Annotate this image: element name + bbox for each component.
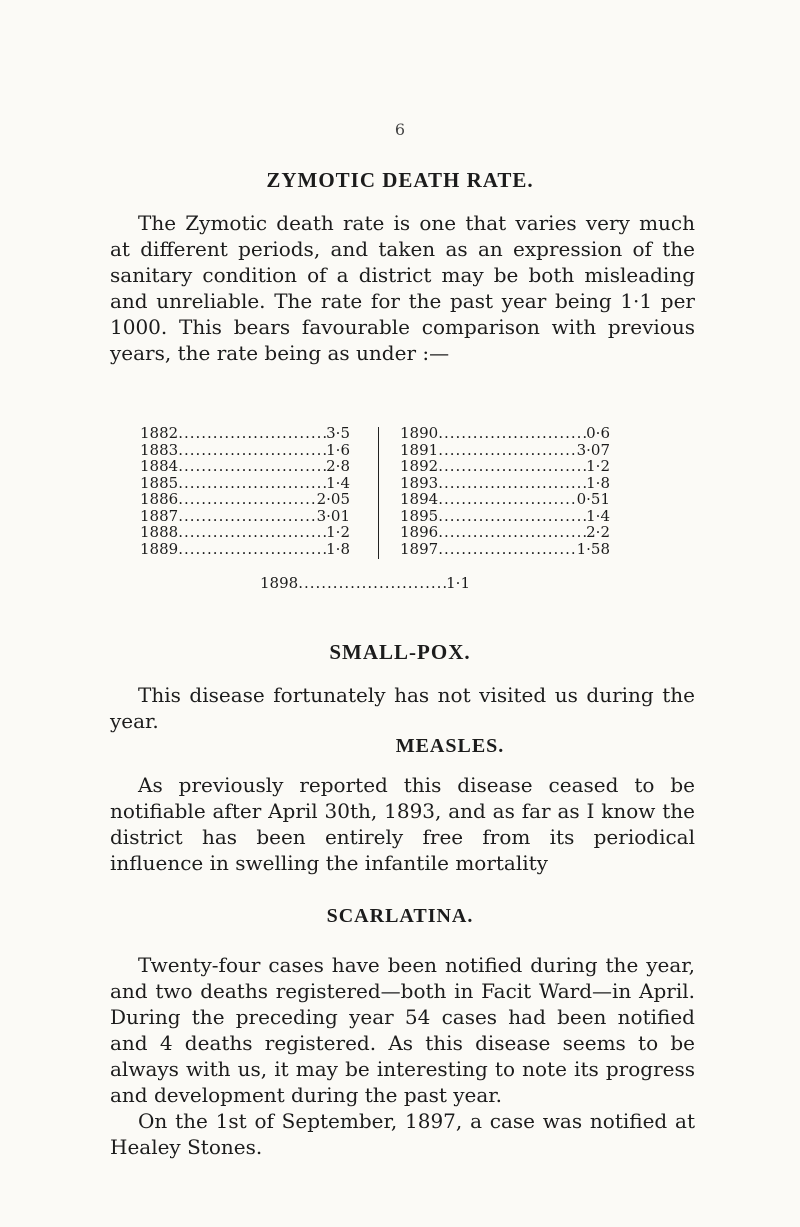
table-year: 1885 (140, 473, 179, 492)
measles-paragraph: As previously reported this disease ceased to be notifiable after April 30th, 1893, and as far as I know the district has been entirely free from its periodical influence in swelling the infantile mortality (110, 773, 695, 875)
table-rate: 3·5 (326, 424, 350, 442)
leader-dots (438, 491, 576, 508)
leader-dots (178, 458, 326, 475)
table-year: 1892 (400, 457, 439, 475)
table-year: 1891 (400, 440, 439, 459)
table-column-right (400, 425, 610, 557)
table-row (400, 508, 610, 525)
table-year: 1883 (140, 440, 179, 459)
table-year: 1896 (400, 523, 439, 541)
table-year: 1889 (140, 539, 179, 558)
leader-dots (438, 425, 586, 442)
table-rate: 1·4 (326, 473, 350, 492)
leader-dots (178, 475, 326, 492)
table-rate: 1·4 (586, 506, 610, 525)
table-year: 1897 (400, 539, 439, 558)
table-rate: 1·58 (576, 539, 610, 558)
measles-heading: MEASLES. (395, 735, 505, 757)
table-rate: 1·8 (586, 473, 610, 492)
table-rate: 0·6 (586, 424, 610, 442)
smallpox-paragraph: This disease fortunately has not visited us during the year. (110, 683, 695, 733)
leader-dots (178, 425, 326, 442)
leader-dots (438, 541, 576, 558)
table-year: 1887 (140, 506, 179, 525)
table-year: 1898 (260, 574, 299, 592)
table-row (400, 475, 610, 492)
table-row (140, 541, 350, 558)
table-rate: 1·6 (326, 440, 350, 459)
leader-dots (298, 574, 446, 592)
table-rate: 2·8 (326, 457, 350, 475)
table-rate: 2·2 (586, 523, 610, 541)
table-year: 1894 (400, 490, 439, 508)
leader-dots (178, 524, 326, 541)
table-row (400, 458, 610, 475)
table-row (140, 508, 350, 525)
leader-dots (178, 491, 316, 508)
table-row (140, 475, 350, 492)
table-row (140, 442, 350, 459)
table-year: 1884 (140, 457, 179, 475)
table-rate: 1·2 (326, 523, 350, 541)
table-rate: 1·2 (586, 457, 610, 475)
table-column-left (140, 425, 350, 557)
table-row-final (260, 574, 470, 592)
table-rate: 1·8 (326, 539, 350, 558)
table-divider (378, 427, 379, 559)
table-row (140, 524, 350, 541)
table-row (140, 458, 350, 475)
table-row (400, 425, 610, 442)
table-row (400, 524, 610, 541)
table-year: 1888 (140, 523, 179, 541)
scarlatina-paragraph: Twenty-four cases have been notified during the year, and two deaths registered—both in Facit Ward—in April. During the preceding year 54 cases had been notified and 4 deaths registered. As this disease seems to be always with us, it may be interesting to note its progress and development during the past year. On the 1st of September, 1897, a case was notified at Healey Stones. (110, 953, 695, 1159)
table-rate: 3·01 (316, 506, 350, 525)
leader-dots (438, 458, 586, 475)
table-year: 1886 (140, 490, 179, 508)
leader-dots (438, 524, 586, 541)
leader-dots (438, 442, 576, 459)
table-row (400, 442, 610, 459)
table-rate: 0·51 (576, 490, 610, 508)
table-year: 1882 (140, 424, 179, 442)
scarlatina-heading: SCARLATINA. (326, 905, 474, 927)
leader-dots (438, 475, 586, 492)
leader-dots (438, 508, 586, 525)
zymotic-paragraph: The Zymotic death rate is one that varies very much at different periods, and taken as an expression of the sanitary condition of a district may be both misleading and unreliable. The rate for the past year being 1·1 per 1000. This bears favourable comparison with previous years, the rate being as under :— (110, 211, 695, 365)
zymotic-rate-table (140, 425, 660, 611)
table-row (400, 491, 610, 508)
table-year: 1895 (400, 506, 439, 525)
table-rate: 1·1 (446, 574, 470, 592)
table-row (400, 541, 610, 558)
leader-dots (178, 541, 326, 558)
leader-dots (178, 442, 326, 459)
table-row (140, 491, 350, 508)
table-year: 1893 (400, 473, 439, 492)
leader-dots (178, 508, 316, 525)
zymotic-heading: ZYMOTIC DEATH RATE. (266, 168, 534, 192)
table-rate: 2·05 (316, 490, 350, 508)
table-year: 1890 (400, 424, 439, 442)
smallpox-heading: SMALL-POX. (329, 640, 471, 664)
table-row (140, 425, 350, 442)
table-rate: 3·07 (576, 440, 610, 459)
page-number: 6 (394, 120, 406, 139)
